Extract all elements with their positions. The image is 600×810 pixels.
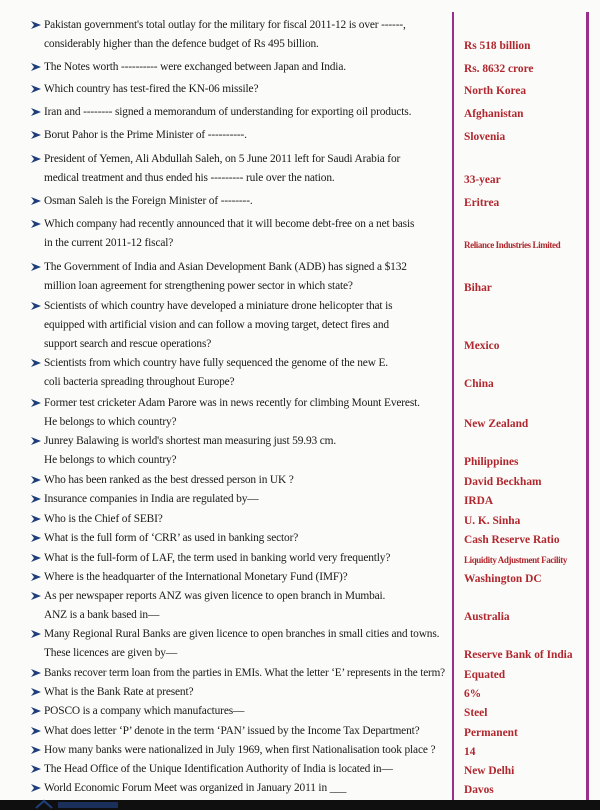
answer-text: Philippines — [464, 456, 519, 469]
answer-text: Equated — [464, 669, 506, 681]
question-line: equipped with artificial vision and can follow a moving target, detect fires and — [44, 319, 389, 332]
question-text — [44, 779, 448, 798]
question-text — [44, 150, 448, 188]
question-line: Former test cricketer Adam Parore was in news recently for climbing Mount Everest. — [44, 397, 420, 409]
arrow-bullet-icon — [30, 744, 42, 756]
question-text — [44, 258, 448, 296]
question-text — [44, 625, 448, 663]
question-line: He belongs to which country? — [44, 454, 177, 467]
question-text — [44, 192, 448, 211]
arrow-bullet-icon — [30, 153, 42, 165]
question-text — [44, 683, 448, 702]
question-text — [44, 16, 448, 54]
question-text — [44, 394, 448, 432]
arrow-bullet-icon — [30, 19, 42, 31]
arrow-bullet-icon — [30, 763, 42, 775]
arrow-bullet-icon — [30, 782, 42, 794]
question-line: What does letter ‘P’ denote in the term ‘PAN’ issued by the Income Tax Department? — [44, 725, 420, 737]
question-line: Pakistan government's total outlay for the military for fiscal 2011-12 is over ------, — [44, 19, 406, 31]
answer-text: Eritrea — [464, 197, 500, 209]
question-line: Many Regional Rural Banks are given licence to open branches in small cities and towns. — [44, 628, 440, 640]
answer-text: 6% — [464, 688, 482, 700]
question-line: Where is the headquarter of the International Monetary Fund (IMF)? — [44, 571, 348, 583]
question-text — [44, 510, 448, 529]
question-line: Scientists from which country have fully sequenced the genome of the new E. — [44, 357, 388, 369]
question-text — [44, 432, 448, 470]
arrow-bullet-icon — [30, 628, 42, 640]
question-text — [44, 722, 448, 741]
question-line: The Head Office of the Unique Identification Authority of India is located in— — [44, 763, 393, 775]
arrow-bullet-icon — [30, 218, 42, 230]
question-text — [44, 215, 448, 253]
arrow-bullet-icon — [30, 667, 42, 679]
arrow-bullet-icon — [30, 552, 42, 564]
question-text — [44, 760, 448, 779]
arrow-bullet-icon — [30, 129, 42, 141]
arrow-bullet-icon — [30, 474, 42, 486]
question-text — [44, 702, 448, 721]
question-line: Junrey Balawing is world's shortest man measuring just 59.93 cm. — [44, 435, 337, 447]
question-text — [44, 471, 448, 490]
answer-text: Australia — [464, 611, 510, 624]
arrow-bullet-icon — [30, 261, 42, 273]
arrow-bullet-icon — [30, 195, 42, 207]
question-text — [44, 664, 448, 683]
answer-column-left-rule — [452, 12, 454, 802]
answer-text: David Beckham — [464, 476, 542, 488]
arrow-bullet-icon — [30, 435, 42, 447]
question-text — [44, 80, 448, 99]
arrow-bullet-icon — [30, 513, 42, 525]
arrow-bullet-icon — [30, 300, 42, 312]
arrow-bullet-icon — [30, 725, 42, 737]
question-line: As per newspaper reports ANZ was given licence to open branch in Mumbai. — [44, 590, 386, 602]
question-text — [44, 354, 448, 392]
answer-text: 33-year — [464, 174, 501, 187]
answer-text: Rs 518 billion — [464, 40, 531, 53]
arrow-bullet-icon — [30, 532, 42, 544]
question-text — [44, 490, 448, 509]
answer-text: New Delhi — [464, 765, 515, 777]
question-line: ANZ is a bank based in— — [44, 609, 160, 622]
question-line: Which company had recently announced that it will become debt-free on a net basis — [44, 218, 415, 230]
question-line: Who is the Chief of SEBI? — [44, 513, 163, 525]
answer-text: Permanent — [464, 727, 518, 739]
answer-text: 14 — [464, 746, 476, 758]
question-line: Who has been ranked as the best dressed person in UK ? — [44, 474, 294, 486]
answer-text: China — [464, 378, 494, 391]
answer-text: Reserve Bank of India — [464, 649, 573, 662]
answer-text: Reliance Industries Limited — [464, 240, 561, 251]
question-line: He belongs to which country? — [44, 416, 177, 429]
arrow-bullet-icon — [30, 61, 42, 73]
answer-text: U. K. Sinha — [464, 515, 521, 527]
question-text — [44, 126, 448, 145]
answer-text: Rs. 8632 crore — [464, 63, 534, 75]
answer-text: Bihar — [464, 282, 492, 295]
arrow-bullet-icon — [30, 397, 42, 409]
question-line: support search and rescue operations? — [44, 338, 212, 351]
question-line: What is the full form of ‘CRR’ as used in banking sector? — [44, 532, 299, 544]
question-text — [44, 741, 448, 760]
question-line: The Notes worth ---------- were exchanged between Japan and India. — [44, 61, 346, 73]
answer-text: New Zealand — [464, 418, 529, 431]
question-text — [44, 58, 448, 77]
arrow-bullet-icon — [30, 83, 42, 95]
question-line: What is the full-form of LAF, the term used in banking world very frequently? — [44, 552, 391, 564]
arrow-bullet-icon — [30, 590, 42, 602]
question-line: Osman Saleh is the Foreign Minister of --------. — [44, 195, 253, 207]
question-line: million loan agreement for strengthening power sector in which state? — [44, 280, 353, 293]
question-text — [44, 549, 448, 568]
question-line: President of Yemen, Ali Abdullah Saleh, on 5 June 2011 left for Saudi Arabia for — [44, 153, 401, 165]
question-line: How many banks were nationalized in July 1969, when first Nationalisation took place ? — [44, 744, 436, 756]
magazine-logo-icon — [34, 799, 124, 809]
answer-text: Washington DC — [464, 573, 542, 585]
question-line: World Economic Forum Meet was organized in January 2011 in ___ — [44, 782, 347, 794]
question-line: Which country has test-fired the KN-06 missile? — [44, 83, 259, 95]
question-line: Banks recover term loan from the parties in EMIs. What the letter ‘E’ represents in the term? — [44, 667, 445, 679]
answer-text: Liquidity Adjustment Facility — [464, 555, 567, 565]
question-line: considerably higher than the defence budget of Rs 495 billion. — [44, 38, 319, 51]
question-line: POSCO is a company which manufactures— — [44, 705, 245, 717]
question-line: coli bacteria spreading throughout Europe? — [44, 376, 235, 389]
question-line: These licences are given by— — [44, 647, 178, 660]
question-text — [44, 587, 448, 625]
answer-text: Slovenia — [464, 131, 506, 143]
arrow-bullet-icon — [30, 106, 42, 118]
answer-text: IRDA — [464, 495, 494, 507]
answer-text: Afghanistan — [464, 108, 524, 120]
arrow-bullet-icon — [30, 493, 42, 505]
answer-text: Cash Reserve Ratio — [464, 534, 560, 546]
answer-text: Steel — [464, 707, 488, 719]
question-line: medical treatment and thus ended his --------- rule over the nation. — [44, 172, 335, 185]
answer-text: North Korea — [464, 85, 527, 97]
answer-text: Mexico — [464, 340, 500, 353]
question-line: What is the Bank Rate at present? — [44, 686, 194, 698]
arrow-bullet-icon — [30, 686, 42, 698]
question-text — [44, 103, 448, 122]
question-line: in the current 2011-12 fiscal? — [44, 237, 174, 250]
question-text — [44, 297, 448, 355]
answer-text: Davos — [464, 784, 494, 796]
question-text — [44, 529, 448, 548]
arrow-bullet-icon — [30, 357, 42, 369]
question-line: The Government of India and Asian Development Bank (ADB) has signed a $132 — [44, 261, 407, 273]
question-line: Scientists of which country have developed a miniature drone helicopter that is — [44, 300, 393, 312]
arrow-bullet-icon — [30, 571, 42, 583]
question-line: Borut Pahor is the Prime Minister of ----------. — [44, 129, 247, 141]
question-text — [44, 568, 448, 587]
arrow-bullet-icon — [30, 705, 42, 717]
question-line: Iran and -------- signed a memorandum of understanding for exporting oil products. — [44, 106, 412, 118]
question-line: Insurance companies in India are regulated by— — [44, 493, 259, 505]
